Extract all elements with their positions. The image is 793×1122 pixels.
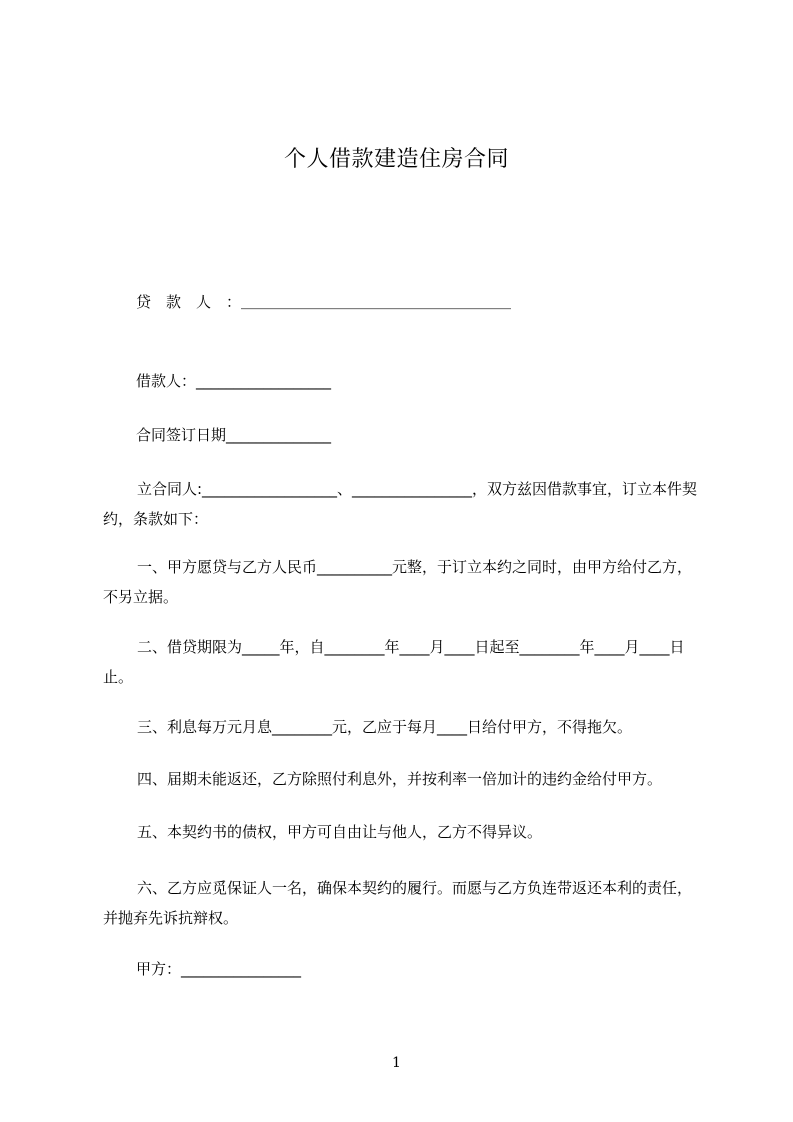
clause-4: 四、届期未能返还，乙方除照付利息外，并按利率一倍加计的违约金给付甲方。 [137,770,663,788]
lender-label: 贷 款 人 ： [136,293,242,311]
document-title: 个人借款建造住房合同 [283,147,509,172]
clause-1: 一、甲方愿贷与乙方人民币__________元整，于订立本约之同时，由甲方给付乙方，不另立据。 [103,558,693,606]
lender-blank: ＿＿＿＿＿＿＿＿＿＿＿＿＿＿＿＿＿＿ [241,293,512,311]
party-a-line: 甲方：________________ [136,960,302,978]
sign-date-line: 合同签订日期______________ [136,426,332,444]
page-number: 1 [392,1055,401,1071]
clause-6: 六、乙方应觅保证人一名，确保本契约的履行。而愿与乙方负连带返还本利的责任，并抛弃先诉抗辩权。 [103,879,693,927]
clause-2: 二、借贷期限为_____年，自________年____月____日起至________年____月____日止。 [103,638,685,686]
parties-paragraph: 立合同人:__________________、________________，双方兹因借款事宜，订立本件契约，条款如下： [103,480,698,528]
borrower-line: 借款人：__________________ [136,372,332,390]
clause-5: 五、本契约书的债权，甲方可自由让与他人，乙方不得异议。 [137,823,543,841]
lender-line [136,290,704,314]
clause-3: 三、利息每万元月息________元，乙应于每月____日给付甲方，不得拖欠。 [137,718,633,736]
